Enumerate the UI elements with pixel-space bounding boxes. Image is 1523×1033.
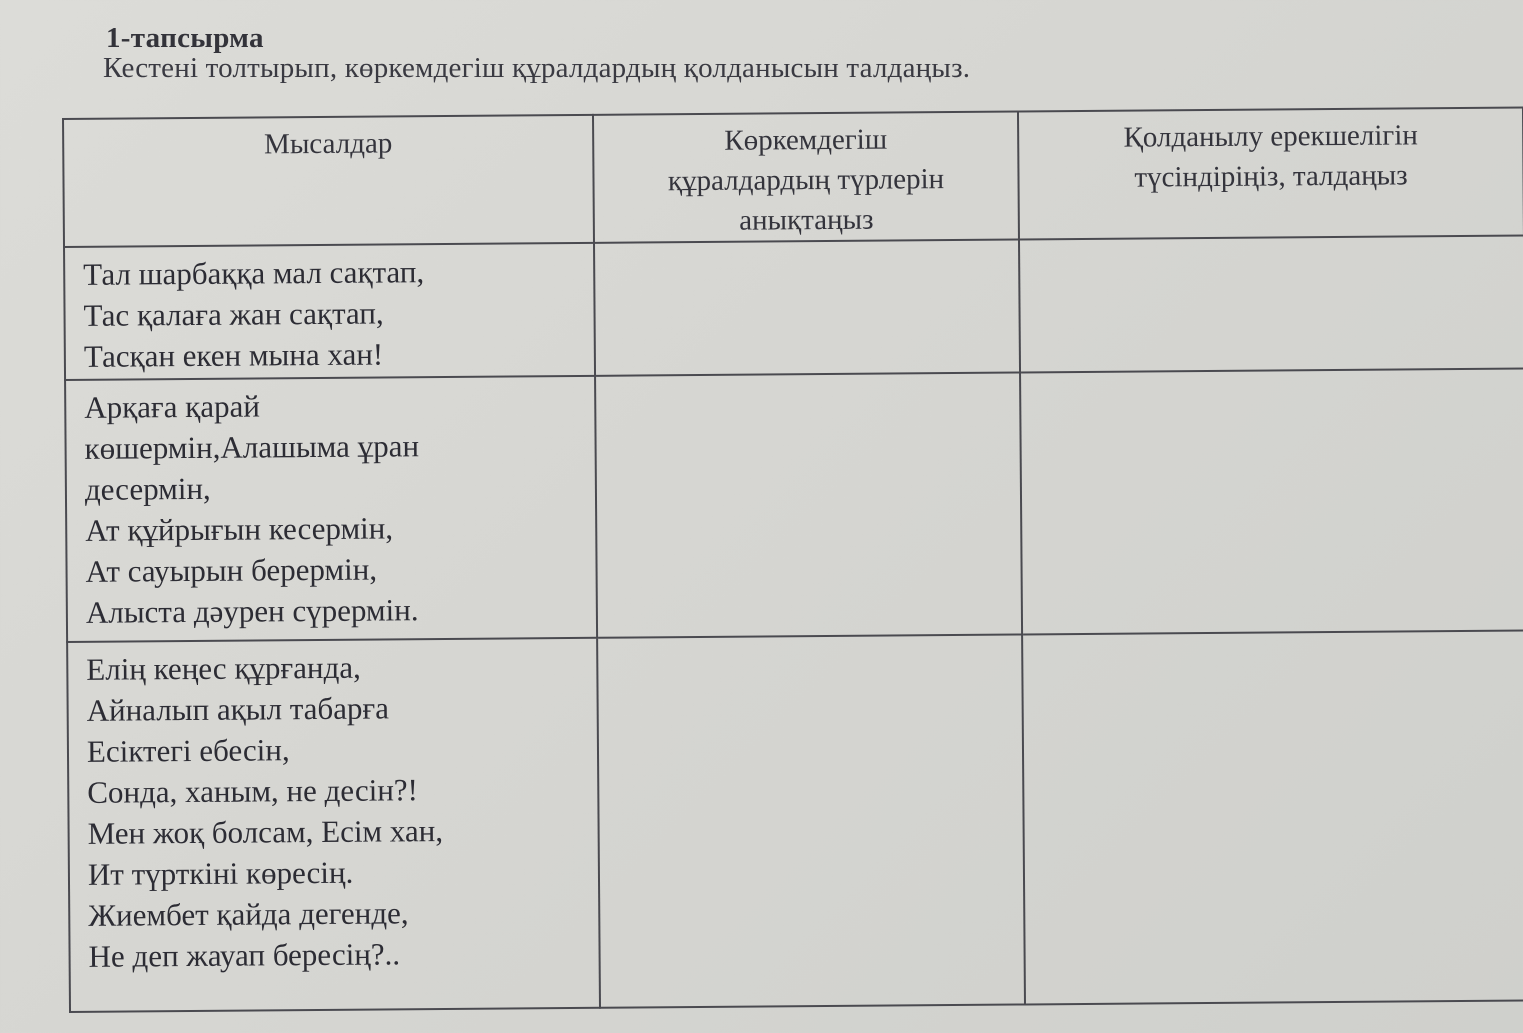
task-instruction: Кестені толтырып, көркемдегіш құралдардың қолданысын талдаңыз. bbox=[103, 52, 971, 84]
device-types-answer-cell[interactable] bbox=[594, 239, 1020, 375]
table-row bbox=[65, 369, 1523, 642]
usage-explanation-answer-cell[interactable] bbox=[1019, 236, 1523, 373]
analysis-table-wrapper bbox=[62, 107, 1499, 988]
header-device-types: Көркемдегіш құралдардың түрлерін анықтаңыз bbox=[593, 111, 1019, 242]
header-examples: Мысалдар bbox=[63, 115, 594, 247]
table-row bbox=[67, 631, 1523, 1012]
table-header-row bbox=[63, 108, 1523, 247]
table-row bbox=[64, 236, 1523, 380]
header-usage-explanation: Қолданылу ерекшелігін түсіндіріңіз, талдаңыз bbox=[1018, 108, 1523, 240]
example-cell: Тал шарбаққа мал сақтап, Тас қалаға жан сақтап, Тасқан екен мына хан! bbox=[64, 243, 595, 380]
analysis-table bbox=[62, 107, 1523, 1013]
usage-explanation-answer-cell[interactable] bbox=[1020, 369, 1523, 635]
task-title: 1-тапсырма bbox=[106, 22, 264, 54]
example-cell: Елің кеңес құрғанда, Айналып ақыл табарға Есіктегі ебесін, Сонда, ханым, не десін?! Мен жоқ болсам, Есім хан, Ит түрткіні көресің. Жиембет қайда дегенде, Не деп жауап бересің?.. bbox=[67, 638, 600, 1012]
device-types-answer-cell[interactable] bbox=[597, 634, 1025, 1007]
device-types-answer-cell[interactable] bbox=[595, 372, 1022, 637]
usage-explanation-answer-cell[interactable] bbox=[1022, 631, 1523, 1005]
example-cell: Арқаға қарай көшермін,Алашыма ұран десермін, Ат құйрығын кесермін, Ат сауырын берермін, Алыста дәурен сүрермін. bbox=[65, 376, 597, 642]
